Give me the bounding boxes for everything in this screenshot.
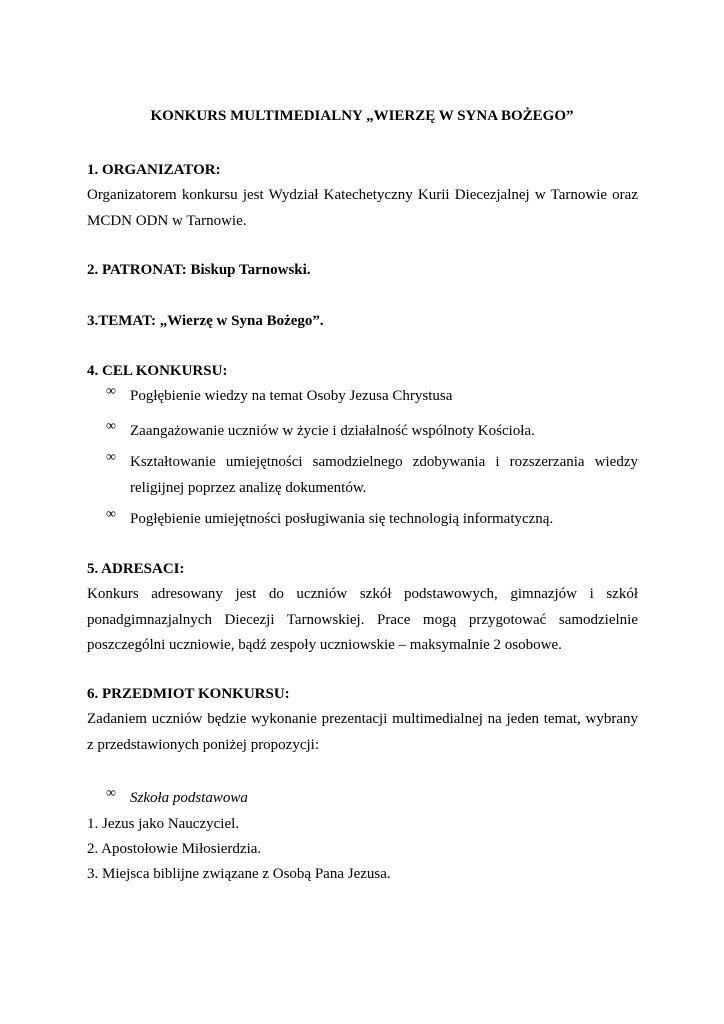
infinity-bullet-icon: ∞ <box>106 507 116 522</box>
topic-item: 3. Miejsca biblijne związane z Osobą Pana Jezusa. <box>87 866 391 882</box>
list-item-text: Zaangażowanie uczniów w życie i działalność wspólnoty Kościoła. <box>130 423 535 439</box>
list-item <box>87 450 638 501</box>
infinity-bullet-icon: ∞ <box>106 419 116 434</box>
document-title: KONKURS MULTIMEDIALNY „WIERZĘ W SYNA BOŻEGO” <box>150 108 574 124</box>
section-heading-przedmiot: 6. PRZEDMIOT KONKURSU: <box>87 686 290 702</box>
topic-item: 1. Jezus jako Nauczyciel. <box>87 816 240 832</box>
infinity-bullet-icon: ∞ <box>106 450 116 465</box>
list-item <box>87 507 638 533</box>
list-item-text: Pogłębienie wiedzy na temat Osoby Jezusa Chrystusa <box>130 388 453 404</box>
list-item-text: Kształtowanie umiejętności samodzielnego zdobywania i rozszerzania wiedzy religijnej poprzez analizę dokumentów. <box>130 454 638 496</box>
school-category-label: Szkoła podstawowa <box>130 790 248 806</box>
organizator-text: Organizatorem konkursu jest Wydział Katechetyczny Kurii Diecezjalnej w Tarnowie oraz MCDN ODN w Tarnowie. <box>87 187 638 229</box>
section-heading-cel: 4. CEL KONKURSU: <box>87 363 228 379</box>
section-heading-adresaci: 5. ADRESACI: <box>87 561 185 577</box>
infinity-bullet-icon: ∞ <box>106 384 116 399</box>
list-item-text: Pogłębienie umiejętności posługiwania się technologią informatyczną. <box>130 511 554 527</box>
list-item <box>87 384 638 410</box>
topic-item: 2. Apostołowie Miłosierdzia. <box>87 841 262 857</box>
section-heading-temat: 3.TEMAT: „Wierzę w Syna Bożego”. <box>87 313 324 329</box>
infinity-bullet-icon: ∞ <box>106 786 116 801</box>
section-heading-organizator: 1. ORGANIZATOR: <box>87 162 221 178</box>
section-heading-patronat: 2. PATRONAT: Biskup Tarnowski. <box>87 262 311 278</box>
adresaci-text: Konkurs adresowany jest do uczniów szkół podstawowych, gimnazjów i szkół ponadgimnazjalnych Diecezji Tarnowskiej. Prace mogą przygotować samodzielnie poszczególni uczniowie, bądź zespoły uczniowskie – maksymalnie 2 osobowe. <box>87 586 638 653</box>
list-item <box>87 419 638 445</box>
przedmiot-text: Zadaniem uczniów będzie wykonanie prezentacji multimedialnej na jeden temat, wybrany z przedstawionych poniżej propozycji: <box>87 711 638 753</box>
list-item <box>87 786 638 812</box>
